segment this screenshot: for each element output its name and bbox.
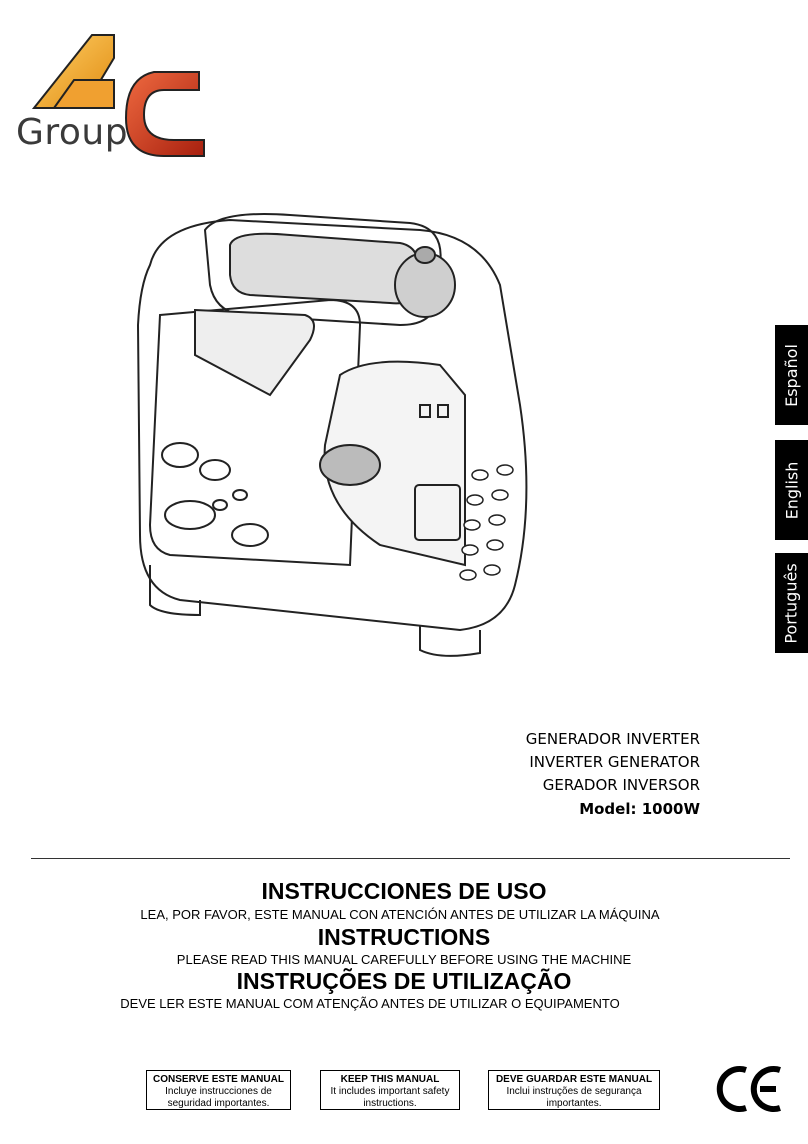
- tab-portugues-label: Português: [782, 562, 801, 644]
- divider: [31, 858, 790, 859]
- tab-english-label: English: [782, 461, 801, 519]
- tab-portugues[interactable]: [775, 553, 808, 653]
- product-name-es: GENERADOR INVERTER: [525, 730, 700, 748]
- instructions-title-en: INSTRUCTIONS: [317, 924, 491, 950]
- notice-body-pt: Inclui instruções de segurança importantes.: [506, 1086, 642, 1109]
- notice-title-pt: DEVE GUARDAR ESTE MANUAL: [495, 1074, 653, 1085]
- instructions-sub-es: LEA, POR FAVOR, ESTE MANUAL CON ATENCIÓN ANTES DE UTILIZAR LA MÁQUINA: [140, 907, 660, 922]
- logo-text: Group: [16, 112, 129, 153]
- product-name-en: INVERTER GENERATOR: [529, 753, 700, 771]
- instructions-title-es: INSTRUCCIONES DE USO: [261, 878, 547, 904]
- notice-box-es: [146, 1070, 291, 1110]
- ce-mark-icon: [714, 1062, 786, 1116]
- instructions-sub-pt: DEVE LER ESTE MANUAL COM ATENÇÃO ANTES DE UTILIZAR O EQUIPAMENTO: [120, 996, 620, 1011]
- tab-espanol[interactable]: [775, 325, 808, 425]
- tab-espanol-label: Español: [782, 343, 801, 407]
- notice-title-en: KEEP THIS MANUAL: [340, 1074, 440, 1085]
- generator-illustration: [120, 205, 550, 675]
- product-name-pt: GERADOR INVERSOR: [542, 776, 700, 794]
- instructions-title-pt: INSTRUÇÕES DE UTILIZAÇÃO: [236, 968, 572, 994]
- notice-body-es: Incluye instrucciones de seguridad importantes.: [165, 1086, 272, 1109]
- product-model: Model: 1000W: [579, 800, 700, 818]
- notice-box-en: [320, 1070, 460, 1110]
- notice-box-pt: [488, 1070, 660, 1110]
- notice-title-es: CONSERVE ESTE MANUAL: [153, 1074, 284, 1085]
- instructions-sub-en: PLEASE READ THIS MANUAL CAREFULLY BEFORE USING THE MACHINE: [176, 952, 632, 967]
- tab-english[interactable]: [775, 440, 808, 540]
- notice-body-en: It includes important safety instructions.: [330, 1086, 450, 1109]
